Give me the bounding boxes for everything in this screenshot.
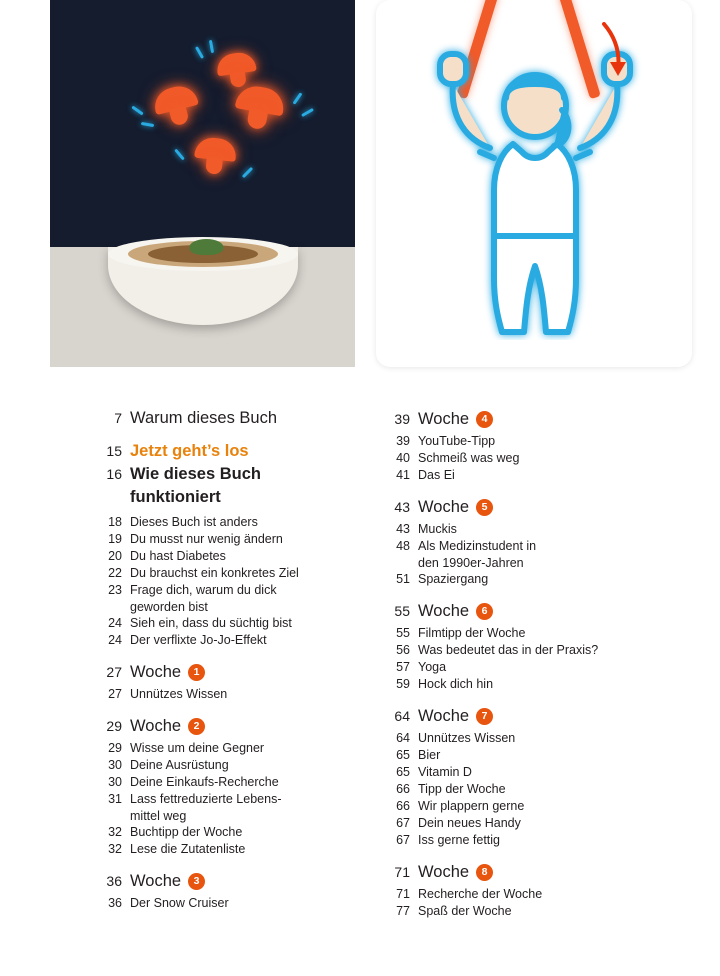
toc-entry[interactable] [100,824,360,840]
toc-page-number: 66 [396,799,410,813]
toc-entry[interactable] [100,757,360,773]
toc-week-heading[interactable] [100,715,360,737]
toc-week-heading[interactable] [388,600,648,622]
toc-entry[interactable] [100,615,360,631]
toc-entry[interactable] [100,686,360,702]
toc-entry-label: Deine Einkaufs-Recherche [130,775,279,789]
toc-entry-label: Dieses Buch ist anders [130,515,258,529]
toc-entry-label: Der Snow Cruiser [130,896,229,910]
toc-page-number: 29 [106,718,122,734]
resistance-band-exercise-illustration [376,0,692,367]
toc-page-number: 48 [396,539,410,553]
toc-entry[interactable] [100,531,360,547]
toc-entry-label: Unnützes Wissen [418,731,516,745]
toc-entry-label: Du musst nur wenig ändern [130,532,283,546]
toc-page-number: 18 [108,515,122,529]
toc-page-number: 67 [396,833,410,847]
toc-entry-label: Schmeiß was weg [418,451,520,465]
toc-entry-label: Muckis [418,522,457,536]
toc-entry[interactable] [100,441,360,462]
toc-page-number: 7 [114,410,122,426]
toc-entry[interactable] [100,774,360,790]
toc-page-number: 36 [106,873,122,889]
week-label: Woche [418,863,470,881]
toc-entry[interactable] [388,625,648,641]
toc-entry-label: Spaziergang [418,572,489,586]
toc-column-left [100,408,360,912]
toc-entry-label: Recherche der Woche [418,887,543,901]
toc-page-number: 20 [108,549,122,563]
toc-entry[interactable] [388,903,648,919]
toc-entry[interactable] [388,832,648,848]
toc-page-number: 23 [108,583,122,597]
toc-entry-label [418,408,493,430]
toc-entry-label: Filmtipp der Woche [418,626,526,640]
toc-page-number: 51 [396,572,410,586]
toc-entry-continuation: geworden bist [130,600,208,614]
toc-page-number: 64 [394,708,410,724]
toc-entry[interactable] [100,464,360,485]
toc-entry[interactable] [388,450,648,466]
table-of-contents [0,408,720,928]
toc-entry-continuation [100,487,360,508]
toc-page-number: 19 [108,532,122,546]
toc-page-number: 43 [396,522,410,536]
toc-entry-label: Wir plappern gerne [418,799,525,813]
toc-page-number: 64 [396,731,410,745]
toc-entry-label [418,705,493,727]
toc-entry[interactable] [388,781,648,797]
toc-entry[interactable] [388,730,648,746]
toc-page-number: 36 [108,896,122,910]
toc-entry[interactable] [100,565,360,581]
week-number-badge: 1 [188,664,205,681]
toc-entry[interactable] [388,886,648,902]
toc-page-number: 24 [108,633,122,647]
week-number-badge: 8 [476,864,493,881]
toc-page-number: 67 [396,816,410,830]
toc-entry[interactable] [388,659,648,675]
toc-entry-label: Was bedeutet das in der Praxis? [418,643,599,657]
toc-entry-label: Lass fettreduzierte Lebens- [130,792,282,806]
week-number-badge: 7 [476,708,493,725]
toc-page-number: 56 [396,643,410,657]
toc-entry-continuation: mittel weg [130,809,187,823]
toc-week-heading[interactable] [388,408,648,430]
toc-entry[interactable] [388,571,648,587]
week-label: Woche [418,498,470,516]
toc-entry-label [130,661,205,683]
toc-entry-label: Unnützes Wissen [130,687,228,701]
toc-page-number: 71 [396,887,410,901]
toc-entry-label: Deine Ausrüstung [130,758,229,772]
toc-page-number: 27 [106,664,122,680]
toc-page-number: 27 [108,687,122,701]
header-images [0,0,720,372]
toc-entry[interactable] [100,548,360,564]
toc-page-number: 31 [108,792,122,806]
toc-entry[interactable] [388,467,648,483]
toc-entry[interactable] [388,676,648,692]
toc-entry-label: Lese die Zutatenliste [130,842,246,856]
toc-entry-label: Dein neues Handy [418,816,521,830]
toc-entry[interactable] [388,642,648,658]
arrow-down-icon [590,22,634,82]
toc-entry[interactable] [100,632,360,648]
toc-entry-label: Sieh ein, dass du süchtig bist [130,616,292,630]
toc-entry[interactable] [388,521,648,537]
toc-entry-label: YouTube-Tipp [418,434,496,448]
toc-entry[interactable] [388,747,648,763]
toc-page-number: 40 [396,451,410,465]
toc-entry-label: Frage dich, warum du dick [130,583,277,597]
toc-entry[interactable] [388,433,648,449]
toc-entry-label [130,870,205,892]
toc-entry[interactable] [100,740,360,756]
week-number-badge: 4 [476,411,493,428]
toc-entry[interactable] [388,538,648,554]
neon-mushroom-icon [231,81,287,137]
toc-page-number: 24 [108,616,122,630]
neon-mushroom-icon [192,134,238,180]
toc-entry-label [418,861,493,883]
week-label: Woche [418,602,470,620]
toc-page-number: 41 [396,468,410,482]
toc-entry-label: Hock dich hin [418,677,494,691]
toc-page-number: 32 [108,825,122,839]
toc-page-number: 15 [106,443,122,459]
food-herb [189,239,223,255]
toc-entry-label [418,600,493,622]
toc-entry-label: Spaß der Woche [418,904,512,918]
toc-entry[interactable] [100,408,360,429]
toc-entry[interactable] [100,791,360,807]
toc-entry-label: Wisse um deine Gegner [130,741,265,755]
toc-week-heading[interactable] [100,870,360,892]
toc-entry[interactable] [100,514,360,530]
week-number-badge: 5 [476,499,493,516]
toc-page-number: 30 [108,775,122,789]
toc-entry-label: Warum dieses Buch [130,409,278,427]
toc-entry[interactable] [388,764,648,780]
week-label: Woche [130,872,182,890]
toc-entry-label: Als Medizinstudent in [418,539,537,553]
toc-entry-label [130,715,205,737]
toc-entry[interactable] [388,798,648,814]
toc-entry-label: Bier [418,748,441,762]
neon-figure-icon [428,40,643,340]
toc-page-number: 29 [108,741,122,755]
week-number-badge: 2 [188,718,205,735]
toc-entry-label: Der verflixte Jo-Jo-Effekt [130,633,267,647]
toc-entry[interactable] [100,582,360,598]
toc-entry-label: Vitamin D [418,765,472,779]
toc-page-number: 16 [106,466,122,482]
toc-week-heading[interactable] [388,705,648,727]
toc-entry[interactable] [388,815,648,831]
toc-column-right [388,408,648,920]
week-label: Woche [418,707,470,725]
mushroom-risotto-photo [50,0,355,367]
toc-entry-label: Das Ei [418,468,455,482]
toc-page-number: 59 [396,677,410,691]
toc-entry-continuation: den 1990er-Jahren [418,556,524,570]
toc-page-number: 55 [394,603,410,619]
toc-week-heading[interactable] [388,496,648,518]
week-number-badge: 3 [188,873,205,890]
toc-page-number: 66 [396,782,410,796]
week-number-badge: 6 [476,603,493,620]
toc-page-number: 30 [108,758,122,772]
toc-week-heading[interactable] [388,861,648,883]
week-label: Woche [130,717,182,735]
week-label: Woche [130,663,182,681]
toc-entry-label: Yoga [418,660,447,674]
toc-entry-label-cont: funktioniert [130,488,221,506]
toc-entry[interactable] [100,895,360,911]
toc-page-number: 55 [396,626,410,640]
toc-page-number: 39 [394,411,410,427]
toc-page-number: 39 [396,434,410,448]
toc-entry-label: Du brauchst ein konkretes Ziel [130,566,299,580]
week-label: Woche [418,410,470,428]
toc-entry-label: Tipp der Woche [418,782,506,796]
toc-page-number: 57 [396,660,410,674]
toc-entry-label [418,496,493,518]
toc-page-number: 22 [108,566,122,580]
toc-entry-label: Du hast Diabetes [130,549,226,563]
toc-entry-label: Iss gerne fettig [418,833,500,847]
toc-entry-label: Buchtipp der Woche [130,825,243,839]
toc-page-number: 32 [108,842,122,856]
toc-week-heading[interactable] [100,661,360,683]
toc-page-number: 77 [396,904,410,918]
toc-entry-label: Jetzt geht’s los [130,442,249,460]
toc-entry[interactable] [100,841,360,857]
toc-page-number: 71 [394,864,410,880]
toc-entry-label: Wie dieses Buch [130,465,261,483]
toc-page-number: 65 [396,748,410,762]
toc-page-number: 43 [394,499,410,515]
toc-page-number: 65 [396,765,410,779]
